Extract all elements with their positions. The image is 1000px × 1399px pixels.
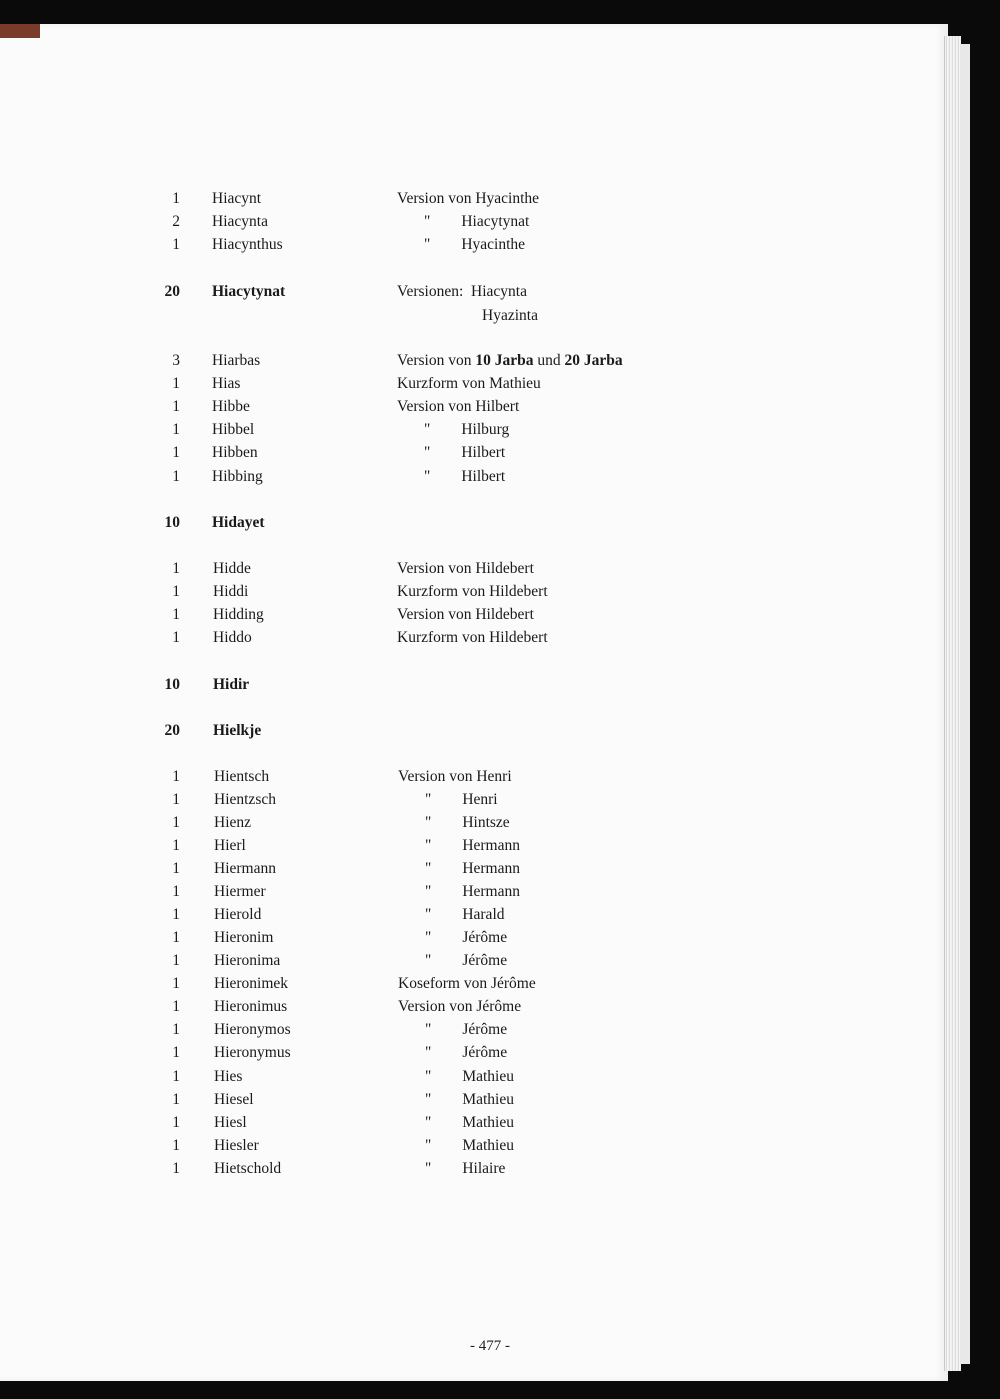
entry-count: 10 xyxy=(164,514,180,531)
entry-count: 1 xyxy=(172,468,180,485)
entry-count: 1 xyxy=(172,606,180,623)
entry-description: " Mathieu xyxy=(425,1091,514,1108)
entry-description: " Jérôme xyxy=(425,929,508,946)
entry-name: Hibbel xyxy=(212,421,255,438)
entry-count: 20 xyxy=(164,722,180,739)
entry-count: 1 xyxy=(172,883,180,900)
entry-description: " Jérôme xyxy=(425,1044,508,1061)
entry-name: Hibbing xyxy=(212,468,263,485)
entry-name: Hibben xyxy=(212,444,258,461)
list-item xyxy=(0,973,940,995)
entry-name: Hidde xyxy=(213,560,251,577)
entry-name: Hieronim xyxy=(214,929,274,946)
reference-jarba-20: 20 Jarba xyxy=(564,352,623,369)
entry-count: 1 xyxy=(172,236,180,253)
list-item xyxy=(0,1042,940,1064)
list-item xyxy=(0,927,940,949)
entry-name: Hias xyxy=(212,375,241,392)
book-spine-edge xyxy=(0,24,40,38)
entry-count: 1 xyxy=(172,1044,180,1061)
list-item xyxy=(0,604,940,626)
entry-description: Version von Hyacinthe xyxy=(397,190,540,207)
entry-description: " Hiacytynat xyxy=(424,213,530,230)
entry-description: " Henri xyxy=(425,791,498,808)
entry-count: 1 xyxy=(172,560,180,577)
list-item xyxy=(0,789,940,811)
list-item xyxy=(0,234,940,256)
list-item xyxy=(0,1089,940,1111)
entry-description: " Harald xyxy=(425,906,505,923)
list-item xyxy=(0,996,940,1018)
entry-count: 1 xyxy=(172,1021,180,1038)
entry-description: " Jérôme xyxy=(425,952,508,969)
entry-description: Version von Hildebert xyxy=(397,606,534,623)
entry-description: " Hermann xyxy=(425,883,520,900)
list-item xyxy=(0,581,940,603)
entry-count: 1 xyxy=(172,814,180,831)
entry-name: Hierold xyxy=(214,906,262,923)
entry-description: Version von Jérôme xyxy=(398,998,522,1015)
entry-description: Version von 10 Jarba und 20 Jarba xyxy=(397,352,623,369)
list-item xyxy=(0,466,940,488)
reference-jarba-10: 10 Jarba xyxy=(475,352,534,369)
entry-name: Hiermann xyxy=(214,860,276,877)
list-item xyxy=(0,373,940,395)
entry-name: Hiacynt xyxy=(212,190,262,207)
page-number: - 477 - xyxy=(470,1338,510,1354)
list-item xyxy=(0,512,940,534)
entry-description: " Jérôme xyxy=(425,1021,508,1038)
entry-count: 1 xyxy=(172,583,180,600)
entry-name: Hiarbas xyxy=(212,352,261,369)
list-item xyxy=(0,188,940,210)
list-item xyxy=(0,419,940,441)
entry-count: 1 xyxy=(172,1068,180,1085)
entry-description: " Hilbert xyxy=(424,468,506,485)
entry-name: Hieronymus xyxy=(214,1044,291,1061)
list-item xyxy=(0,835,940,857)
entry-name: Hiesl xyxy=(214,1114,247,1131)
entry-description: " Hilaire xyxy=(425,1160,506,1177)
entry-name: Hiesel xyxy=(214,1091,254,1108)
entry-name: Hidding xyxy=(213,606,264,623)
entry-description: " Mathieu xyxy=(425,1068,514,1085)
entry-name: Hiddi xyxy=(213,583,249,600)
entry-count: 1 xyxy=(172,791,180,808)
entry-count: 1 xyxy=(172,398,180,415)
entry-count: 1 xyxy=(172,1160,180,1177)
list-item xyxy=(0,1112,940,1134)
entry-count: 1 xyxy=(172,837,180,854)
list-item xyxy=(0,812,940,834)
list-item xyxy=(0,442,940,464)
entry-description: Kurzform von Mathieu xyxy=(397,375,541,392)
list-item xyxy=(0,766,940,788)
entry-description: Versionen: Hiacynta xyxy=(397,283,527,300)
entry-description: " Hyacinthe xyxy=(424,236,526,253)
page-footer xyxy=(0,1338,1000,1355)
entry-count: 10 xyxy=(164,676,180,693)
entry-count: 1 xyxy=(172,952,180,969)
entry-count: 2 xyxy=(172,213,180,230)
list-item xyxy=(0,1135,940,1157)
entry-count: 1 xyxy=(172,975,180,992)
entry-description: Version von Hildebert xyxy=(397,560,534,577)
list-item xyxy=(0,858,940,880)
entry-count: 1 xyxy=(172,860,180,877)
list-item xyxy=(0,350,940,372)
entry-name: Hieronymos xyxy=(214,1021,291,1038)
list-item xyxy=(0,950,940,972)
entry-description: " Mathieu xyxy=(425,1114,514,1131)
entry-description: " Hilburg xyxy=(424,421,510,438)
list-item xyxy=(0,627,940,649)
entry-count: 1 xyxy=(172,998,180,1015)
page-stack-edge xyxy=(944,36,961,1371)
entry-name: Hidayet xyxy=(212,514,265,531)
entry-description: Kurzform von Hildebert xyxy=(397,583,548,600)
entry-name: Hieronima xyxy=(214,952,281,969)
entry-name: Hiddo xyxy=(213,629,252,646)
entry-count: 1 xyxy=(172,421,180,438)
entry-name: Hielkje xyxy=(213,722,262,739)
entry-name: Hientzsch xyxy=(214,791,276,808)
entry-count: 1 xyxy=(172,375,180,392)
page-stack-strip xyxy=(960,44,970,1364)
list-item xyxy=(0,1066,940,1088)
entry-name: Hiacynta xyxy=(212,213,268,230)
entry-count: 1 xyxy=(172,629,180,646)
entry-description: Kurzform von Hildebert xyxy=(397,629,548,646)
entry-description: " Mathieu xyxy=(425,1137,514,1154)
entry-name: Hiacytynat xyxy=(212,283,286,300)
list-item xyxy=(0,558,940,580)
entry-count: 1 xyxy=(172,1114,180,1131)
list-item xyxy=(0,720,940,742)
list-item xyxy=(0,211,940,233)
list-item xyxy=(0,281,940,303)
list-item xyxy=(0,674,940,696)
entry-name: Hiacynthus xyxy=(212,236,283,253)
entry-description: Version von Henri xyxy=(398,768,512,785)
entry-count: 1 xyxy=(172,190,180,207)
entry-description: " Hilbert xyxy=(424,444,506,461)
entry-name: Hietschold xyxy=(214,1160,282,1177)
entry-count: 1 xyxy=(172,768,180,785)
entry-count: 1 xyxy=(172,906,180,923)
entry-count: 1 xyxy=(172,444,180,461)
list-item xyxy=(0,1158,940,1180)
list-item xyxy=(0,305,940,327)
entry-count: 1 xyxy=(172,1091,180,1108)
entry-name: Hienz xyxy=(214,814,252,831)
entry-name: Hibbe xyxy=(212,398,250,415)
entry-name: Hientsch xyxy=(214,768,270,785)
list-item xyxy=(0,881,940,903)
entry-description: Version von Hilbert xyxy=(397,398,520,415)
entry-description: Hyazinta xyxy=(482,307,538,324)
entry-description: " Hermann xyxy=(425,860,520,877)
entry-count: 3 xyxy=(172,352,180,369)
entry-name: Hierl xyxy=(214,837,246,854)
entry-name: Hiermer xyxy=(214,883,266,900)
entry-name: Hies xyxy=(214,1068,243,1085)
list-item xyxy=(0,396,940,418)
list-item xyxy=(0,1019,940,1041)
entry-name: Hieronimek xyxy=(214,975,289,992)
entry-count: 1 xyxy=(172,1137,180,1154)
list-item xyxy=(0,904,940,926)
entry-name: Hidir xyxy=(213,676,250,693)
entry-name: Hiesler xyxy=(214,1137,259,1154)
entry-count: 20 xyxy=(164,283,180,300)
entry-description: " Hermann xyxy=(425,837,520,854)
entry-description: Koseform von Jérôme xyxy=(398,975,536,992)
entry-count: 1 xyxy=(172,929,180,946)
entry-description: " Hintsze xyxy=(425,814,510,831)
entry-name: Hieronimus xyxy=(214,998,288,1015)
